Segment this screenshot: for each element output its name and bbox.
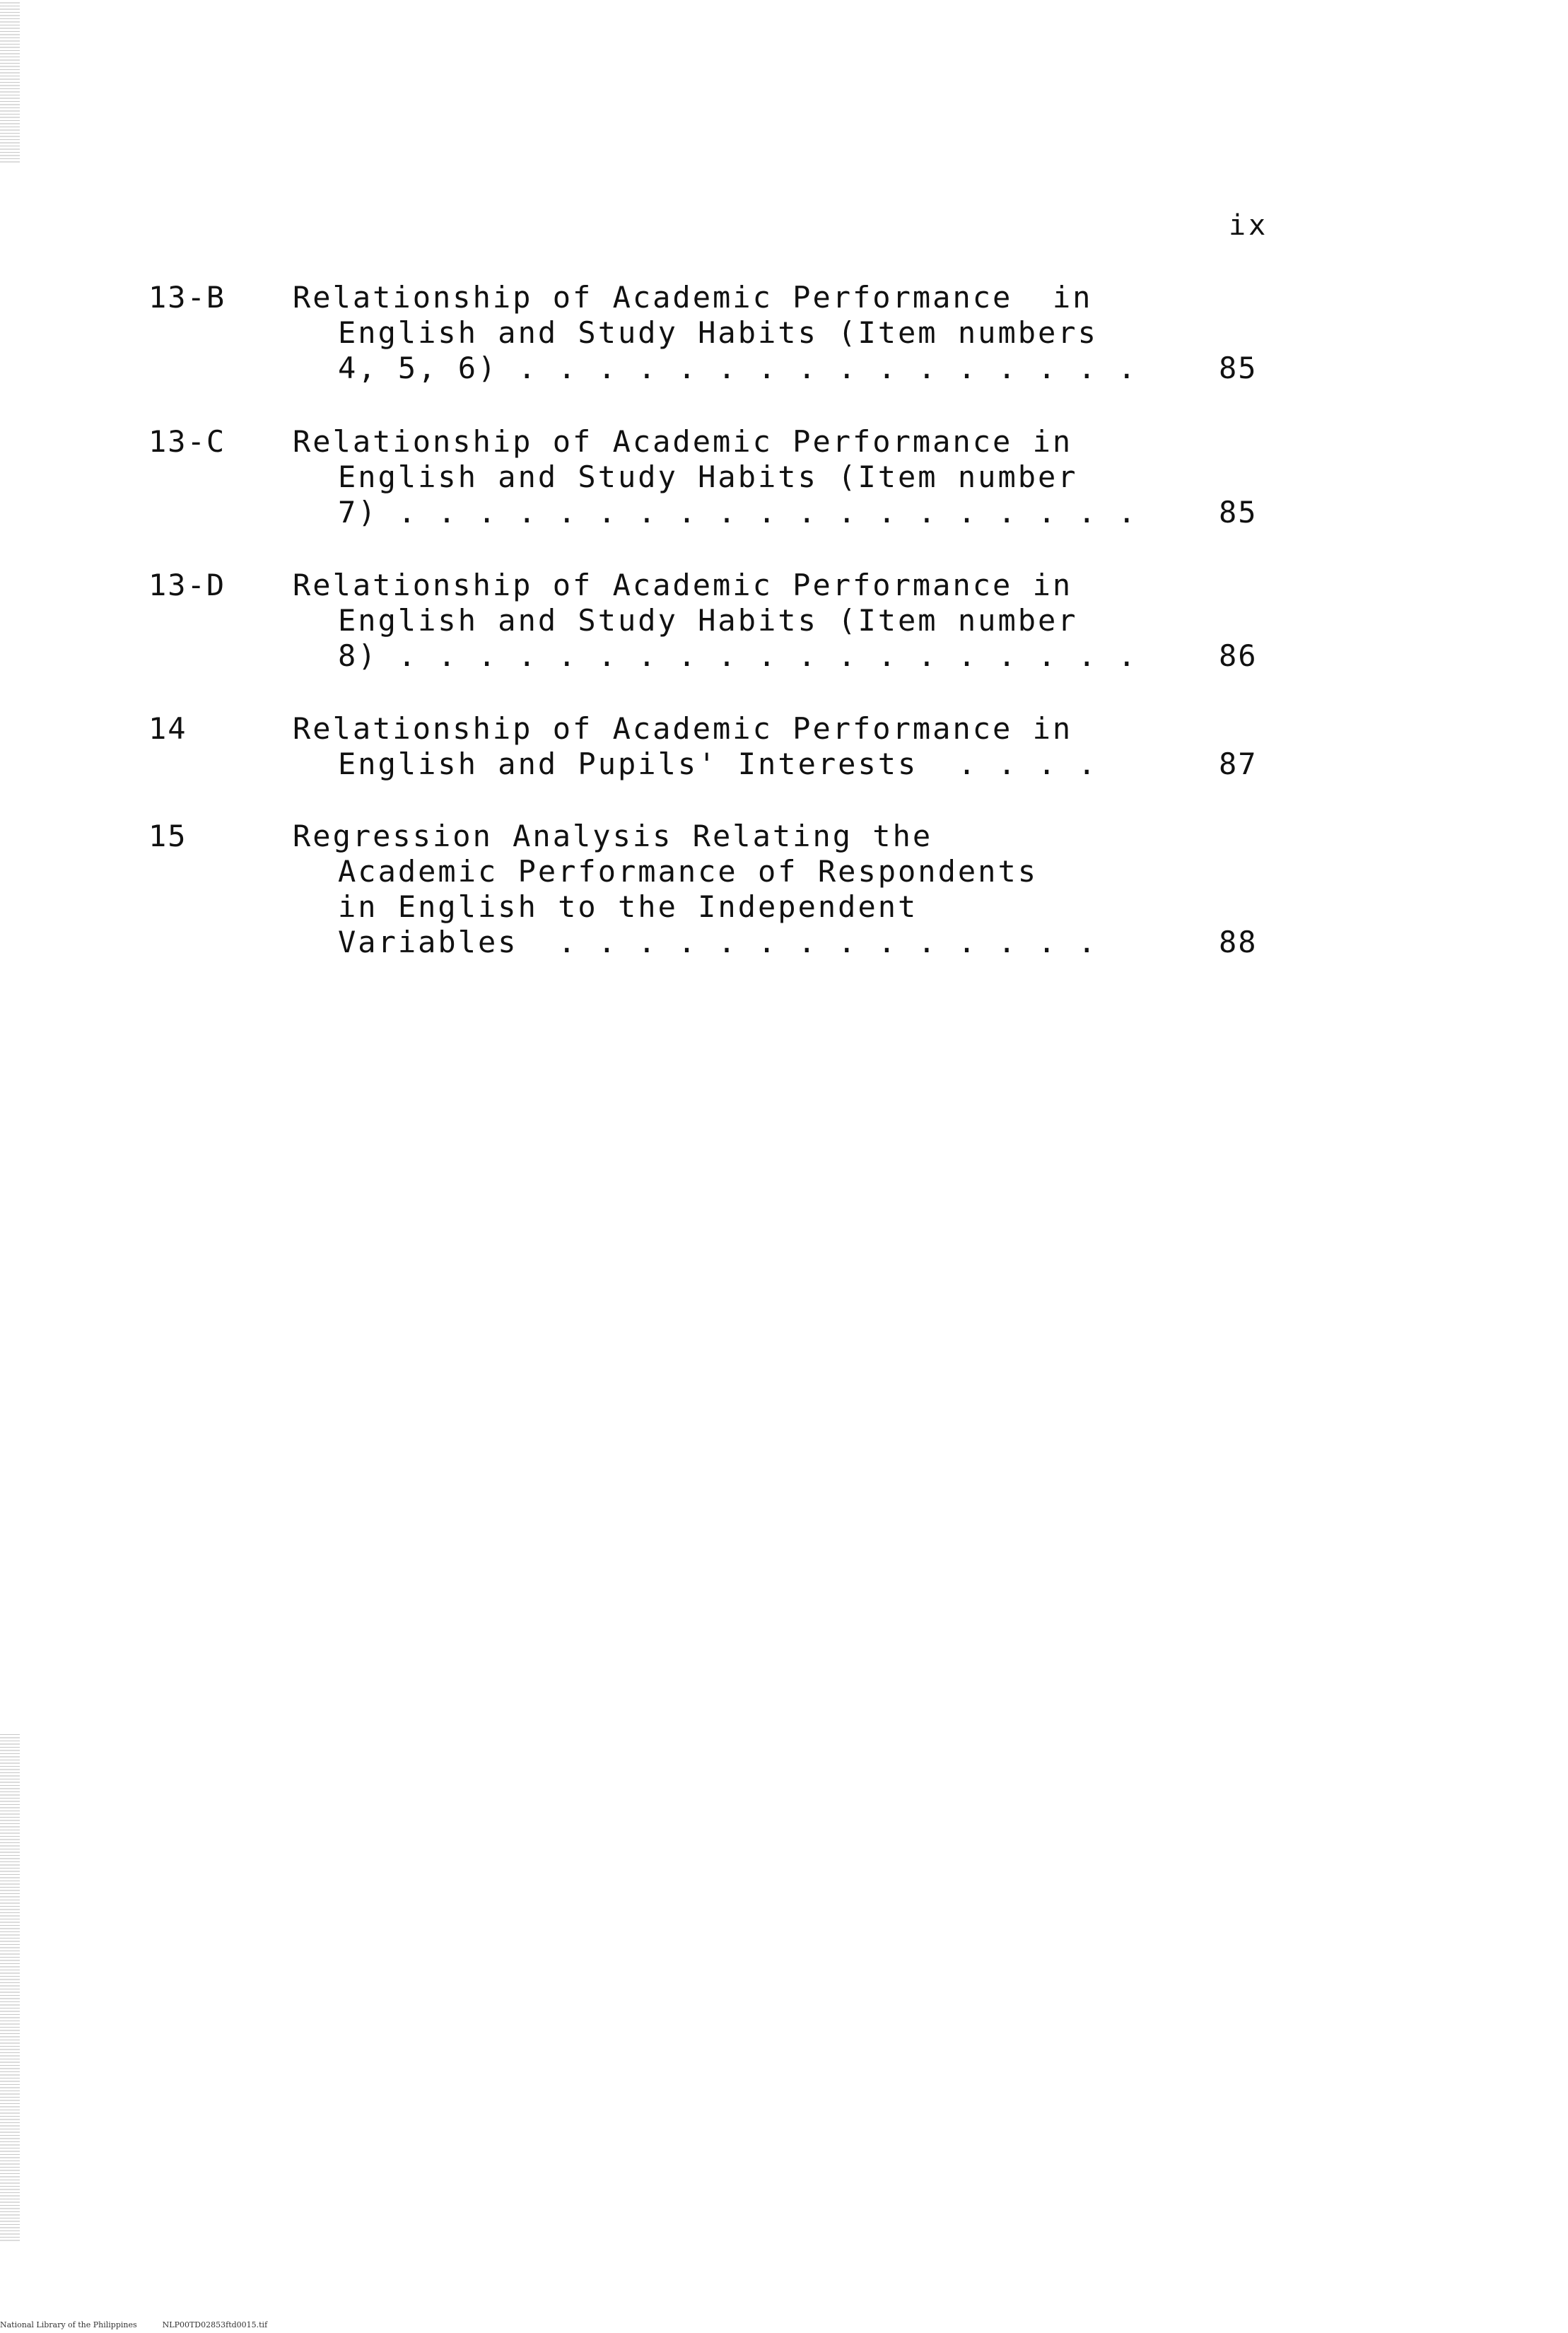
entry-page: 85 (1219, 351, 1258, 385)
page-number: ix (1229, 209, 1269, 242)
entry-title-line: Relationship of Academic Performance in (293, 568, 1073, 602)
entry-title-line: 4, 5, 6) . . . . . . . . . . . . . . . . (338, 351, 1138, 385)
entry-title-line: English and Pupils' Interests . . . . (338, 747, 1098, 781)
entry-number: 13-B (148, 280, 226, 315)
entry-number: 13-D (148, 568, 226, 602)
entry-number: 14 (148, 711, 187, 746)
entry-page: 87 (1219, 747, 1258, 781)
entry-title-line: Relationship of Academic Performance in (293, 280, 1093, 315)
entry-title (293, 280, 1162, 386)
entry-title (293, 711, 1162, 782)
footer-library: National Library of the Philippines (0, 2320, 137, 2329)
entry-title-line: Relationship of Academic Performance in (293, 711, 1073, 746)
entry-title (293, 424, 1162, 530)
entry-title-line: 7) . . . . . . . . . . . . . . . . . . . (338, 495, 1138, 530)
scan-edge-top (0, 0, 20, 163)
entry-title-line: English and Study Habits (Item numbers (338, 315, 1098, 350)
scan-footer (0, 2320, 293, 2329)
entry-number: 13-C (148, 424, 226, 459)
entry-title (293, 568, 1162, 674)
entry-title-line: 8) . . . . . . . . . . . . . . . . . . . (338, 638, 1138, 673)
entry-title-line: Regression Analysis Relating the (293, 819, 933, 853)
entry-title-line: in English to the Independent (338, 889, 918, 924)
entry-title-line: Academic Performance of Respondents (338, 854, 1038, 889)
entry-page: 85 (1219, 495, 1258, 530)
scan-edge-bottom (0, 1732, 20, 2241)
entry-title-line: English and Study Habits (Item number (338, 603, 1078, 638)
entry-title-line: Relationship of Academic Performance in (293, 424, 1073, 459)
entry-title (293, 819, 1162, 960)
footer-file: NLP00TD02853ftd0015.tif (162, 2320, 268, 2329)
entry-page: 88 (1219, 925, 1258, 959)
entry-title-line: Variables . . . . . . . . . . . . . . (338, 925, 1098, 959)
entry-number: 15 (148, 819, 187, 853)
entry-title-line: English and Study Habits (Item number (338, 460, 1078, 494)
entry-page: 86 (1219, 638, 1258, 673)
